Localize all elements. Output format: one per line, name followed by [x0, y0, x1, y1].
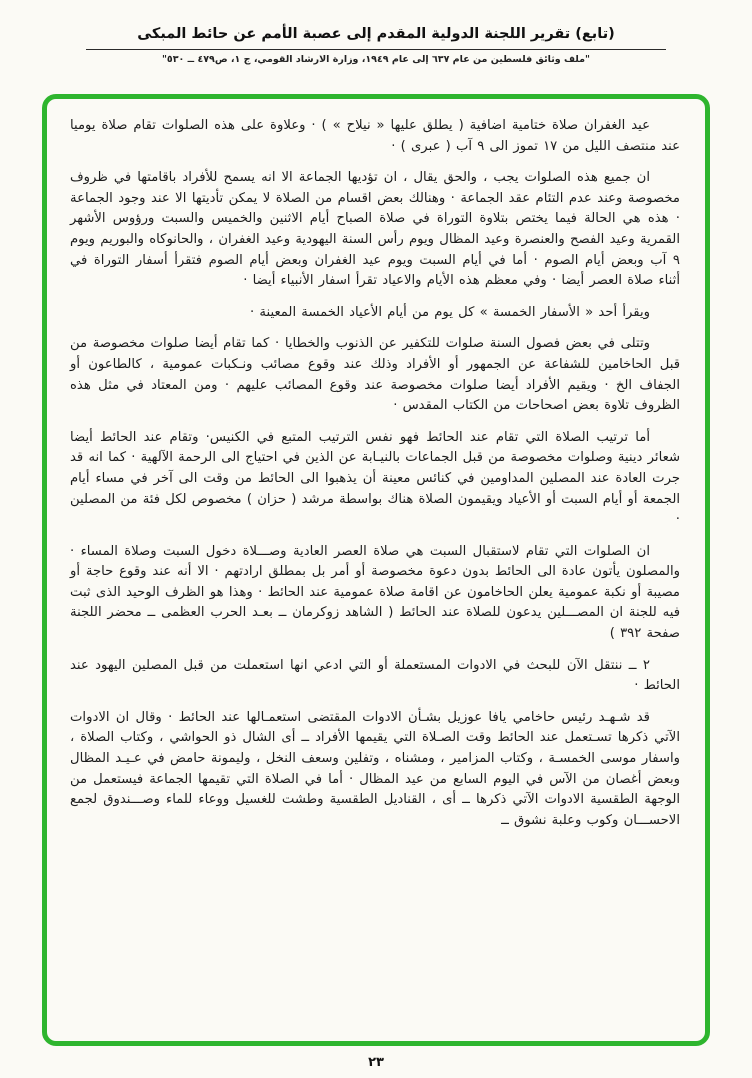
body-paragraph: أما ترتيب الصلاة التي تقام عند الحائط فهو نفس الترتيب المتبع في الكنيس· وتقام عند الحائط أيضا شعائر دينية وصلوات مخصوصة من قبل الجماعات بالنيـابة عن الذين في احتياج الى الرحمة الآلهية · كما انه قد جرت العادة عند المصلين المداومين في كنائس معينة أن يذهبوا الى الحائط من وقت الى آخر في مساء أيام الجمعة أو أيام السبت أو الأعياد ويقيمون الصلاة هناك بواسطة مرشد ( حزان ) مخصوص لكل فئة من المصلين · — [70, 429, 680, 528]
body-paragraph: ان جميع هذه الصلوات يجب ، والحق يقال ، ان تؤديها الجماعة الا انه يسمح للأفراد باقامتها في ظروف مخصوصة وعند عدم التئام عقد الجماعة · وهنالك بعض اقسام من الصلاة لا يمكن تأديتها الا عند وجود الجماعة · هذه هي الحالة فيما يختص بتلاوة التوراة في صلاة الصباح أيام الاثنين والخميس والسبت ورؤوس الأشهر القمرية وعيد الفصح والعنصرة وعيد المظال ويوم رأس السنة اليهودية وعيد الغفران ، والحانوكاه والبوريم ويوم ٩ آب وبعض أيام الصوم · أما في أيام السبت ويوم عيد الغفران وبعض أيام الصوم فتقرأ أسفار التوراة في أثناء صلاة العصر أيضا · وفي معظم هذه الأيام والاعياد تقرأ اسفار الأنبياء أيضا · — [70, 170, 680, 289]
document-title: (تابع) تقرير اللجنة الدولية المقدم إلى عصبة الأمم عن حائط المبكى — [137, 26, 615, 42]
page-footer — [0, 1051, 752, 1070]
body-paragraph: ان الصلوات التي تقام لاستقبال السبت هي صلاة العصر العادية وصـــلاة دخول السبت وصلاة المساء · والمصلون يأتون عادة الى الحائط بدون دعوة مخصوصة أو أمر بل بمطلق ارادتهم · الا أنه عند وقوع حاجة أو مصيبة أو نكبة عمومية يعلن الحاخامون عن اقامة صلاة عمومية عند الحائط · وهذا هو الظرف الوحيد الذى ثبت فيه للجنة ان المصـــلين يدعون للصلاة عند الحائط ( الشاهد زوكرمان ــ بعـد الحرب العظمى ــ محضر اللجنة صفحة ٣٩٢ ) — [70, 543, 680, 642]
body-paragraph: ٢ ــ ننتقل الآن للبحث في الادوات المستعملة أو التي ادعي انها استعملت من قبل المصلين اليهود عند الحائط · — [70, 657, 680, 694]
document-subtitle: "ملف وثائق فلسطين من عام ٦٣٧ إلى عام ١٩٤٩، وزارة الارشاد القومي، ج ١، ص٤٧٩ ــ ٥٣٠" — [161, 54, 591, 65]
title-divider — [86, 49, 666, 50]
page-number: ٢٣ — [368, 1055, 384, 1070]
body-paragraph: عيد الغفران صلاة ختامية اضافية ( يطلق عليها « نيلاح » ) · وعلاوة على هذه الصلوات تقام صلاة يوميا عند منتصف الليل من ١٧ تموز الى ٩ آب ( عبرى ) · — [70, 118, 680, 154]
document-header — [0, 0, 752, 65]
body-paragraph: ويقرأ أحد « الأسفار الخمسة » كل يوم من أيام الأعياد الخمسة المعينة · — [250, 304, 650, 320]
document-body — [70, 116, 680, 842]
body-paragraph: وتتلى في بعض فصول السنة صلوات للتكفير عن الذنوب والخطايا · كما تقام أيضا صلوات مخصوصة من قبل الحاخامين للشفاعة عن الجمهور أو الأفراد وذلك عند وقوع مصائب ونـكبات عمومية ، كالطاعون أو الجفاف الخ · ويقيم الأفراد أيضا صلوات مخصوصة عند وقوع المصائب عليهم · ومن المعتاد في مثل هذه الظروف تلاوة بعض اصحاحات من الكتاب المقدس · — [70, 336, 680, 414]
body-paragraph: قد شـهـد رئيس حاخامي يافا عوزيل بشـأن الادوات المقتضى استعمـالها عند الحائط · وقال ان الادوات الآتي ذكرها تسـتعمل عند الحائط وقت الصـلاة التي يقيمها الأفراد ــ أى الشال ذو الحواشي ، وكتاب الصلاة ، واسفار موسى الخمسـة ، وكتاب المزامير ، ومشناه ، وتفلين وسعف النخل ، وليمونة حامض في عـيـد المظال وبعض أغصان من الآس في اليوم السابع من عيد المظال · أما في الصلاة التي تقيمها الجماعة فيستعمل من الوجهة الطقسية الادوات الآتي ذكرها ــ أى ، القناديل الطقسية وطشت للغسيل ووعاء للماء وصـــندوق لجمع الاحســـان وكوب وعلبة نشوق ــ — [70, 709, 680, 828]
